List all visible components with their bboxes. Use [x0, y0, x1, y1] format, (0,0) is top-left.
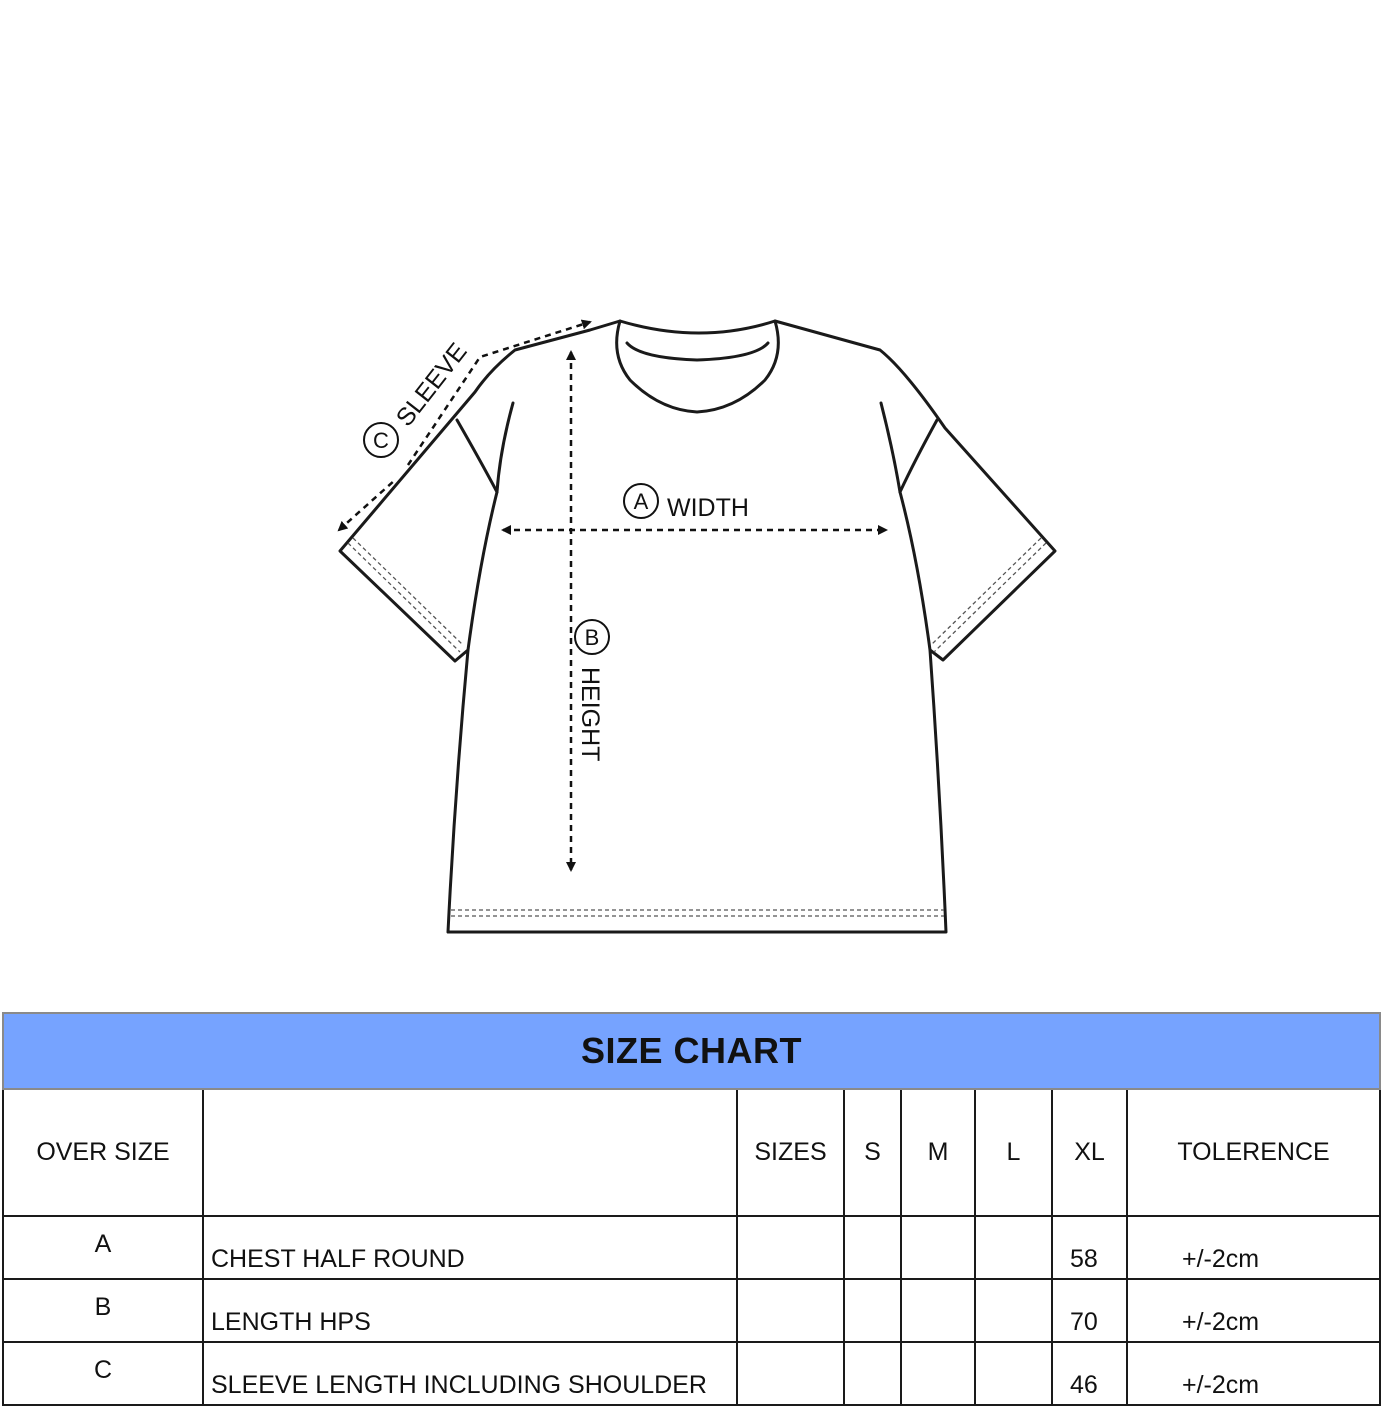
header-description — [203, 1089, 737, 1216]
row-l-value — [975, 1342, 1052, 1405]
size-chart-table — [2, 1012, 1381, 1406]
row-tolerance: +/-2cm — [1127, 1216, 1380, 1279]
tshirt-outline — [340, 321, 1055, 932]
header-l: L — [975, 1089, 1052, 1216]
row-s-value — [844, 1216, 901, 1279]
size-chart-title: SIZE CHART — [3, 1013, 1380, 1089]
header-fit: OVER SIZE — [3, 1089, 203, 1216]
svg-text:C: C — [373, 428, 389, 453]
svg-text:HEIGHT: HEIGHT — [576, 667, 604, 762]
row-sizes-cell — [737, 1216, 844, 1279]
row-s-value — [844, 1279, 901, 1342]
svg-text:SLEEVE: SLEEVE — [390, 337, 473, 432]
table-row — [3, 1216, 1380, 1279]
row-code: A — [3, 1216, 203, 1279]
row-tolerance: +/-2cm — [1127, 1279, 1380, 1342]
row-m-value — [901, 1279, 975, 1342]
row-l-value — [975, 1279, 1052, 1342]
row-xl-value: 46 — [1052, 1342, 1127, 1405]
row-m-value — [901, 1216, 975, 1279]
header-tolerance: TOLERENCE — [1127, 1089, 1380, 1216]
row-description: CHEST HALF ROUND — [203, 1216, 737, 1279]
header-row — [3, 1089, 1380, 1216]
header-s: S — [844, 1089, 901, 1216]
row-s-value — [844, 1342, 901, 1405]
row-l-value — [975, 1216, 1052, 1279]
row-xl-value: 70 — [1052, 1279, 1127, 1342]
row-m-value — [901, 1342, 975, 1405]
height-label — [575, 620, 609, 761]
row-code: C — [3, 1342, 203, 1405]
size-chart-title-row — [3, 1013, 1380, 1089]
row-description: LENGTH HPS — [203, 1279, 737, 1342]
row-tolerance: +/-2cm — [1127, 1342, 1380, 1405]
svg-text:WIDTH: WIDTH — [667, 494, 749, 522]
row-code: B — [3, 1279, 203, 1342]
header-m: M — [901, 1089, 975, 1216]
header-sizes: SIZES — [737, 1089, 844, 1216]
table-row — [3, 1342, 1380, 1405]
row-description: SLEEVE LENGTH INCLUDING SHOULDER — [203, 1342, 737, 1405]
table-row — [3, 1279, 1380, 1342]
svg-text:B: B — [584, 625, 600, 650]
row-xl-value: 58 — [1052, 1216, 1127, 1279]
svg-text:A: A — [633, 489, 649, 514]
row-sizes-cell — [737, 1342, 844, 1405]
row-sizes-cell — [737, 1279, 844, 1342]
header-xl: XL — [1052, 1089, 1127, 1216]
